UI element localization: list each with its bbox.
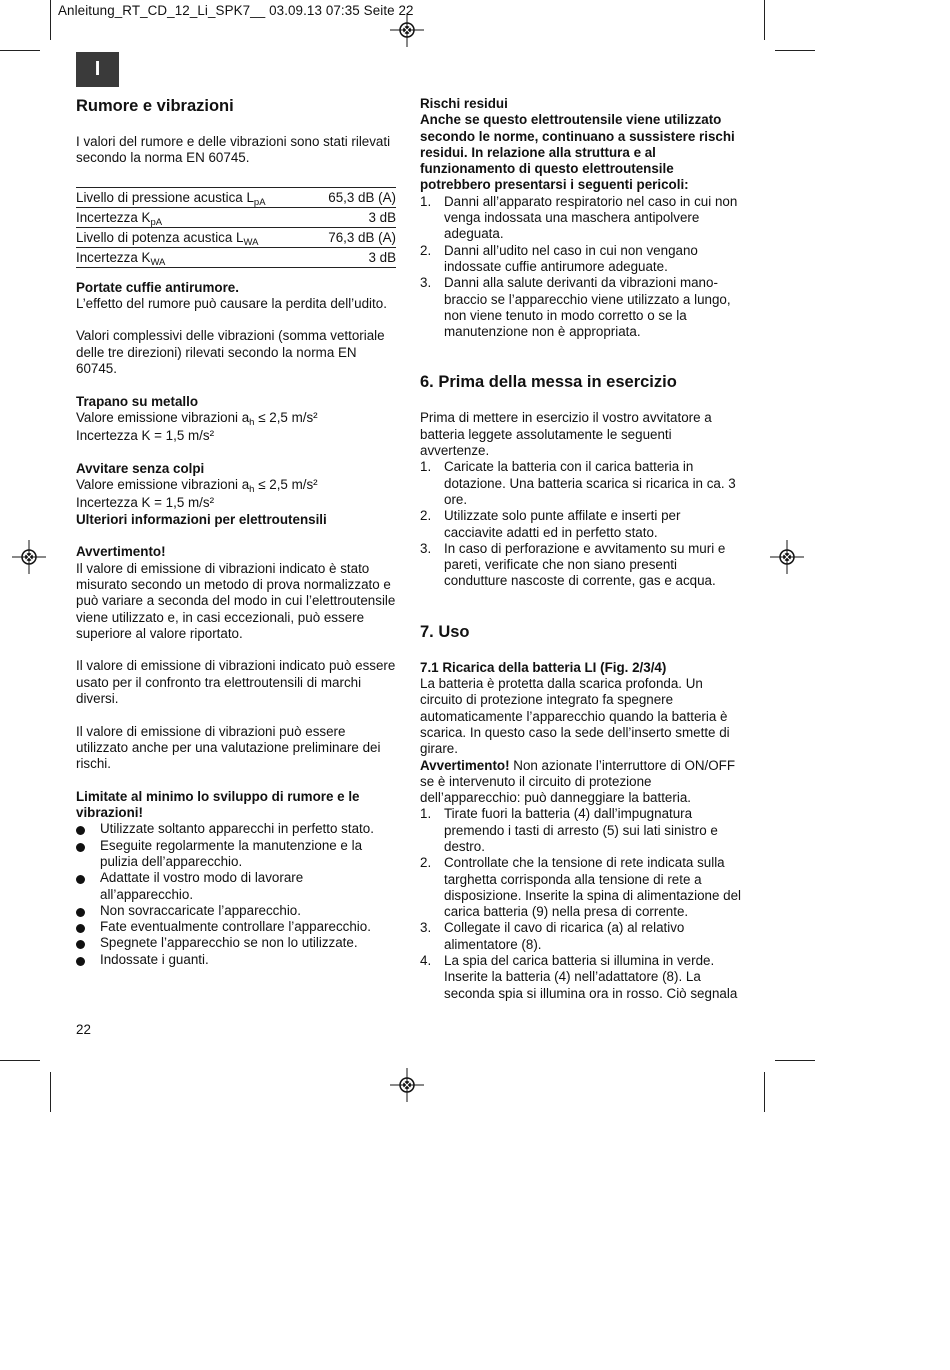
list-item <box>420 855 742 920</box>
list-number: 1. <box>420 193 432 209</box>
noise-intro: I valori del rumore e delle vibrazioni sono stati rilevati secondo la norma EN 60745. <box>76 134 391 166</box>
list-item: Non sovraccaricate l’apparecchio. <box>76 903 396 919</box>
screw-vibration-number: ≤ 2,5 m/s² <box>254 477 318 493</box>
language-tab: I <box>76 52 119 87</box>
spec-label <box>76 247 312 267</box>
noise-spec-table <box>76 187 396 268</box>
list-item: Fate eventualmente controllare l’apparecchio. <box>76 919 396 935</box>
list-text: Utilizzate solo punte affilate e inserti per cacciavite adatti ed in perfetto stato. <box>444 508 681 540</box>
right-column <box>420 96 742 1002</box>
screw-vibration-sub: h <box>249 484 255 496</box>
warning-title: Avvertimento! <box>76 544 166 560</box>
spec-label-text: Livello di pressione acustica L <box>76 189 254 205</box>
residual-risks-intro: Anche se questo elettroutensile viene utilizzato secondo le norme, continuano a sussistere rischi residui. In relazione alla struttura e al funzionamento di questo elettroutensile potrebbero presentarsi i seguenti pericoli: <box>420 112 735 193</box>
list-item: Indossate i guanti. <box>76 952 396 968</box>
list-text: Collegate il cavo di ricarica (a) al relativo alimentatore (8). <box>444 920 685 952</box>
screw-title: Avvitare senza colpi <box>76 460 205 476</box>
list-text: Danni alla salute derivanti da vibrazioni mano-braccio se l’apparecchio viene utilizzato a lungo, non viene tenuto in modo corretto o se la manutenzione non è appropriata. <box>444 275 731 340</box>
charging-warning-label: Avvertimento! <box>420 757 510 773</box>
registration-mark-icon <box>12 540 46 574</box>
crop-mark <box>50 0 51 40</box>
section-title-noise: Rumore e vibrazioni <box>76 97 234 115</box>
spec-value: 76,3 dB (A) <box>312 227 396 247</box>
section-title-use: 7. Uso <box>420 622 470 641</box>
list-item: Utilizzate soltanto apparecchi in perfetto stato. <box>76 821 396 837</box>
page-number: 22 <box>76 1022 91 1037</box>
crop-mark <box>764 0 765 40</box>
list-number: 2. <box>420 508 432 524</box>
list-item: Spegnete l’apparecchio se non lo utilizzate. <box>76 935 396 951</box>
crop-mark <box>50 1072 51 1112</box>
registration-mark-icon <box>390 13 424 47</box>
risk-evaluation-text: Il valore di emissione di vibrazioni può essere utilizzato anche per una valutazione preliminare dei rischi. <box>76 723 381 772</box>
screw-uncertainty: Incertezza K = 1,5 m/s² <box>76 495 215 511</box>
charging-text: La batteria è protetta dalla scarica profonda. Un circuito di protezione integrato fa spegnere automaticamente l’apparecchio quando la batteria è scarica. In questo caso la sede dell’inserto smette di girare. <box>420 676 730 757</box>
spec-label-text: Incertezza K <box>76 209 151 225</box>
list-text: In caso di perforazione e avvitamento su muri e pareti, verificate che non siano presenti condutture nascoste di corrente, gas e acqua. <box>444 540 726 589</box>
spec-label <box>76 207 312 227</box>
drill-uncertainty: Incertezza K = 1,5 m/s² <box>76 428 215 444</box>
list-item <box>420 541 742 590</box>
spec-value: 65,3 dB (A) <box>312 187 396 207</box>
before-use-list <box>420 459 742 589</box>
list-item <box>420 806 742 855</box>
charging-warning-text: Non azionate l’interruttore di ON/OFF se è intervenuto il circuito di protezione dell’apparecchio: può danneggiare la batteria. <box>420 757 736 806</box>
header-slug: Anleitung_RT_CD_12_Li_SPK7__ 03.09.13 07:35 Seite 22 <box>58 3 414 18</box>
list-number: 2. <box>420 855 432 871</box>
spec-label-text: Incertezza K <box>76 249 151 265</box>
warning-text: Il valore di emissione di vibrazioni indicato è stato misurato secondo un metodo di prova normalizzato e può variare a seconda del modo in cui l’elettroutensile viene utilizzato e, in casi eccezionali, può essere superiore al valore riportato. <box>76 560 396 641</box>
crop-mark <box>0 1060 40 1061</box>
spec-value: 3 dB <box>312 247 396 267</box>
list-item: Eseguite regolarmente la manutenzione e la pulizia dell’apparecchio. <box>76 838 396 871</box>
limit-noise-list <box>76 821 396 968</box>
list-text: Danni all’udito nel caso in cui non vengano indossate cuffie antirumore adeguate. <box>444 242 698 274</box>
drill-vibration-number: ≤ 2,5 m/s² <box>254 409 318 425</box>
table-row <box>76 247 396 267</box>
ear-protection-title: Portate cuffie antirumore. <box>76 279 239 295</box>
list-item <box>420 243 742 276</box>
charging-warning <box>420 758 742 807</box>
crop-mark <box>764 1072 765 1112</box>
left-column <box>76 96 396 968</box>
list-text: Tirate fuori la batteria (4) dall’impugnatura premendo i tasti di arresto (5) sui lati sinistro e destro. <box>444 806 718 854</box>
subsection-title-charging: 7.1 Ricarica della batteria LI (Fig. 2/3/4) <box>420 659 667 675</box>
residual-risks-list <box>420 194 742 341</box>
list-number: 4. <box>420 953 432 969</box>
screw-vibration-value <box>76 477 396 496</box>
charging-steps-list <box>420 806 742 1002</box>
list-text: Danni all’apparato respiratorio nel caso in cui non venga indossata una maschera antipolvere adeguata. <box>444 193 738 242</box>
drill-title: Trapano su metallo <box>76 393 199 409</box>
table-row <box>76 227 396 247</box>
list-number: 3. <box>420 920 432 936</box>
table-row <box>76 187 396 207</box>
registration-mark-icon <box>770 540 804 574</box>
vibration-intro: Valori complessivi delle vibrazioni (somma vettoriale delle tre direzioni) rilevati secondo la norma EN 60745. <box>76 328 385 377</box>
list-item <box>420 194 742 243</box>
list-item <box>420 953 742 1002</box>
list-number: 2. <box>420 242 432 258</box>
spec-label <box>76 227 312 247</box>
crop-mark <box>775 1060 815 1061</box>
list-number: 3. <box>420 540 432 556</box>
section-title-before-use: 6. Prima della messa in esercizio <box>420 373 677 392</box>
crop-mark <box>775 50 815 51</box>
list-item: Adattate il vostro modo di lavorare all’apparecchio. <box>76 870 396 903</box>
list-number: 1. <box>420 806 432 822</box>
spec-label-sub: WA <box>150 256 166 268</box>
spec-label-text: Livello di potenza acustica L <box>76 229 244 245</box>
comparison-text: Il valore di emissione di vibrazioni indicato può essere usato per il confronto tra elettroutensili di marchi diversi. <box>76 658 396 707</box>
list-item <box>420 459 742 508</box>
crop-mark <box>0 50 40 51</box>
before-use-intro: Prima di mettere in esercizio il vostro avvitatore a batteria leggete assolutamente le seguenti avvertenze. <box>420 410 712 459</box>
spec-label-sub: pA <box>253 196 266 208</box>
screw-vibration-label: Valore emissione vibrazioni a <box>76 477 250 493</box>
spec-label-sub: pA <box>150 216 163 228</box>
list-text: Controllate che la tensione di rete indicata sulla targhetta corrisponda alla tensione di rete a disposizione. Inserite la spina di alimentazione del carica batteria (9) nella presa di corrente. <box>444 855 742 920</box>
registration-mark-icon <box>390 1068 424 1102</box>
list-item <box>420 920 742 953</box>
spec-label-sub: WA <box>243 236 259 248</box>
ear-protection-text: L’effetto del rumore può causare la perdita dell’udito. <box>76 295 387 311</box>
drill-vibration-label: Valore emissione vibrazioni a <box>76 409 250 425</box>
list-number: 1. <box>420 459 432 475</box>
list-text: La spia del carica batteria si illumina in verde. Inserite la batteria (4) nell’adattatore (8). La seconda spia si illumina ora in rosso. Ciò segnala <box>444 953 738 1001</box>
table-row <box>76 207 396 227</box>
spec-value: 3 dB <box>312 207 396 227</box>
list-number: 3. <box>420 275 432 291</box>
limit-noise-title: Limitate al minimo lo sviluppo di rumore e le vibrazioni! <box>76 788 360 821</box>
drill-vibration-value <box>76 410 396 426</box>
drill-vibration-sub: h <box>249 416 255 428</box>
spec-label <box>76 187 312 207</box>
residual-risks-title: Rischi residui <box>420 96 508 111</box>
list-text: Caricate la batteria con il carica batteria in dotazione. Una batteria scarica si ricarica in ca. 3 ore. <box>444 459 736 507</box>
more-info-title: Ulteriori informazioni per elettroutensili <box>76 511 327 527</box>
list-item <box>420 508 742 541</box>
list-item <box>420 275 742 340</box>
